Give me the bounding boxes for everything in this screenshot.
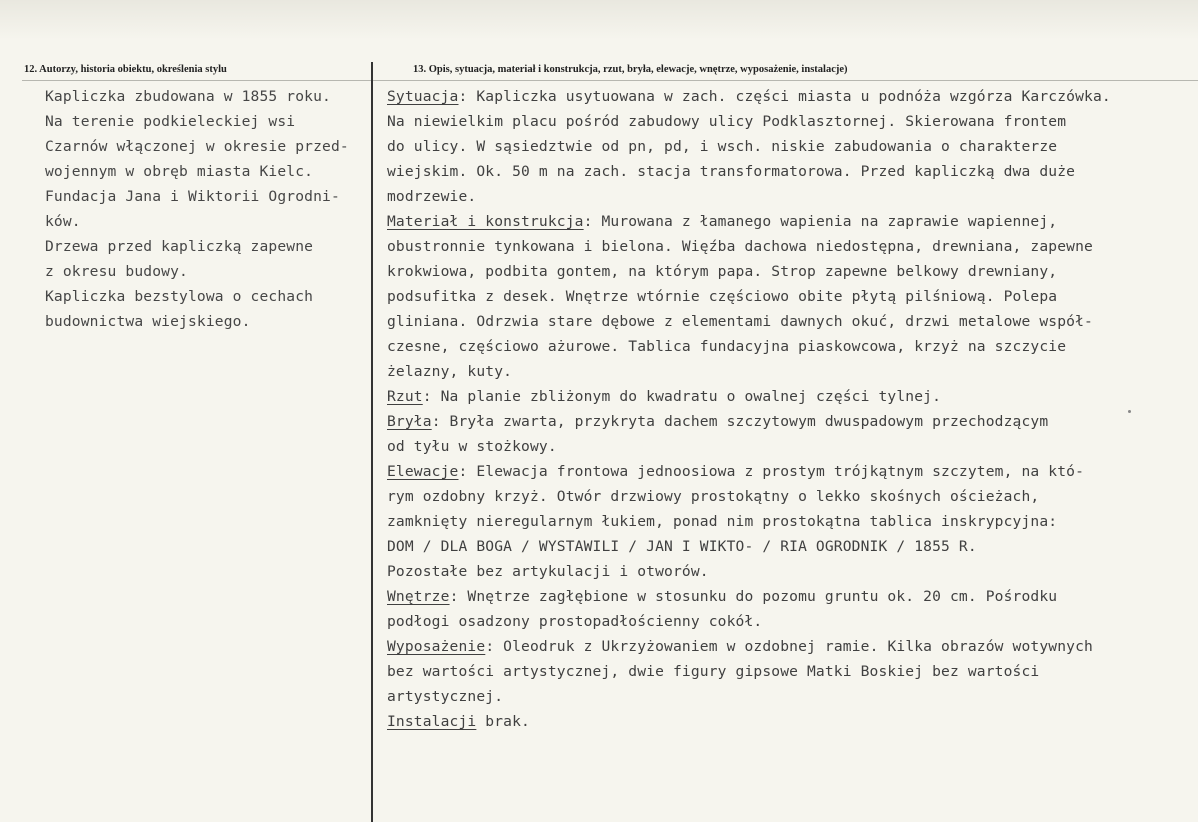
- column-divider: [371, 62, 373, 822]
- description-text: DOM / DLA BOGA / WYSTAWILI / JAN I WIKTO- / RIA OGRODNIK / 1855 R.: [387, 538, 977, 555]
- description-line: [387, 659, 1187, 684]
- description-line: [387, 484, 1187, 509]
- description-text: krokwiowa, podbita gontem, na którym papa. Strop zapewne belkowy drewniany,: [387, 263, 1058, 280]
- description-line: [387, 534, 1187, 559]
- description-line: [387, 109, 1187, 134]
- description-text: artystycznej.: [387, 688, 504, 705]
- history-line: Kapliczka zbudowana w 1855 roku.: [45, 88, 331, 105]
- section-label: Materiał i konstrukcja: [387, 213, 584, 230]
- section-12-header: 12. Autorzy, historia obiektu, określenia stylu: [24, 64, 227, 75]
- description-line: [387, 459, 1187, 484]
- history-line: Kapliczka bezstylowa o cechach: [45, 288, 314, 305]
- description-line: [387, 509, 1187, 534]
- section-label: Sytuacja: [387, 88, 459, 105]
- description-line: [387, 184, 1187, 209]
- description-text: do ulicy. W sąsiedztwie od pn, pd, i wsch. niskie zabudowania o charakterze: [387, 138, 1058, 155]
- description-text: modrzewie.: [387, 188, 477, 205]
- description-text: : Wnętrze zagłębione w stosunku do pozomu gruntu ok. 20 cm. Pośrodku: [449, 588, 1058, 605]
- history-line: budownictwa wiejskiego.: [45, 313, 251, 330]
- history-line: z okresu budowy.: [45, 263, 188, 280]
- description-line: [387, 684, 1187, 709]
- description-text: : Kapliczka usytuowana w zach. części miasta u podnóża wzgórza Karczówka.: [458, 88, 1111, 105]
- description-line: [387, 559, 1187, 584]
- description-line: [387, 409, 1187, 434]
- history-line: ków.: [45, 213, 81, 230]
- description-text: : Oleodruk z Ukrzyżowaniem w ozdobnej ramie. Kilka obrazów wotywnych: [485, 638, 1093, 655]
- description-text: bez wartości artystycznej, dwie figury gipsowe Matki Boskiej bez wartości: [387, 663, 1040, 680]
- description-line: [387, 159, 1187, 184]
- history-line: Drzewa przed kapliczką zapewne: [45, 238, 314, 255]
- history-line: Na terenie podkieleckiej wsi: [45, 113, 296, 130]
- section-label: Wnętrze: [387, 588, 450, 605]
- description-text: podłogi osadzony prostopadłościenny cokół.: [387, 613, 763, 630]
- description-line: [387, 609, 1187, 634]
- description-line: [387, 309, 1187, 334]
- description-text: : Murowana z łamanego wapienia na zaprawie wapiennej,: [583, 213, 1058, 230]
- history-line: Fundacja Jana i Wiktorii Ogrodni-: [45, 188, 340, 205]
- description-text: : Na planie zbliżonym do kwadratu o owalnej części tylnej.: [422, 388, 942, 405]
- description-text: czesne, częściowo ażurowe. Tablica fundacyjna piaskowcowa, krzyż na szczycie: [387, 338, 1067, 355]
- header-rule: [22, 80, 1198, 81]
- description-text: Na niewielkim placu pośród zabudowy ulicy Podklasztornej. Skierowana frontem: [387, 113, 1067, 130]
- description-line: [387, 359, 1187, 384]
- description-text: od tyłu w stożkowy.: [387, 438, 557, 455]
- section-label: Instalacji: [387, 713, 477, 730]
- description-line: [387, 434, 1187, 459]
- page-top-edge: [0, 0, 1198, 40]
- description-text: zamknięty nieregularnym łukiem, ponad nim prostokątna tablica inskrypcyjna:: [387, 513, 1058, 530]
- description-text: rym ozdobny krzyż. Otwór drzwiowy prostokątny o lekko skośnych ościeżach,: [387, 488, 1040, 505]
- description-line: [387, 634, 1187, 659]
- section-13-body: [387, 84, 1187, 734]
- section-label: Rzut: [387, 388, 423, 405]
- history-line: Czarnów włączonej w okresie przed-: [45, 138, 349, 155]
- section-label: Elewacje: [387, 463, 459, 480]
- description-line: [387, 709, 1187, 734]
- description-line: [387, 234, 1187, 259]
- description-line: [387, 134, 1187, 159]
- description-text: wiejskim. Ok. 50 m na zach. stacja transformatorowa. Przed kapliczką dwa duże: [387, 163, 1076, 180]
- description-text: obustronnie tynkowana i bielona. Więźba dachowa niedostępna, drewniana, zapewne: [387, 238, 1093, 255]
- description-text: żelazny, kuty.: [387, 363, 513, 380]
- description-text: gliniana. Odrzwia stare dębowe z elementami dawnych okuć, drzwi metalowe współ-: [387, 313, 1093, 330]
- section-label: Wyposażenie: [387, 638, 486, 655]
- description-line: [387, 584, 1187, 609]
- description-line: [387, 259, 1187, 284]
- description-line: [387, 334, 1187, 359]
- section-12-body: [45, 84, 365, 334]
- description-text: podsufitka z desek. Wnętrze wtórnie częściowo obite płytą pilśniową. Polepa: [387, 288, 1058, 305]
- description-text: brak.: [476, 713, 530, 730]
- description-line: [387, 209, 1187, 234]
- description-line: [387, 384, 1187, 409]
- history-line: wojennym w obręb miasta Kielc.: [45, 163, 314, 180]
- description-text: : Elewacja frontowa jednoosiowa z prostym trójkątnym szczytem, na któ-: [458, 463, 1085, 480]
- description-line: [387, 284, 1187, 309]
- section-label: Bryła: [387, 413, 432, 430]
- section-13-header: 13. Opis, sytuacja, materiał i konstrukcja, rzut, bryła, elewacje, wnętrze, wyposażenie, instalacje): [413, 64, 848, 75]
- description-line: [387, 84, 1187, 109]
- description-text: Pozostałe bez artykulacji i otworów.: [387, 563, 709, 580]
- description-text: : Bryła zwarta, przykryta dachem szczytowym dwuspadowym przechodzącym: [431, 413, 1049, 430]
